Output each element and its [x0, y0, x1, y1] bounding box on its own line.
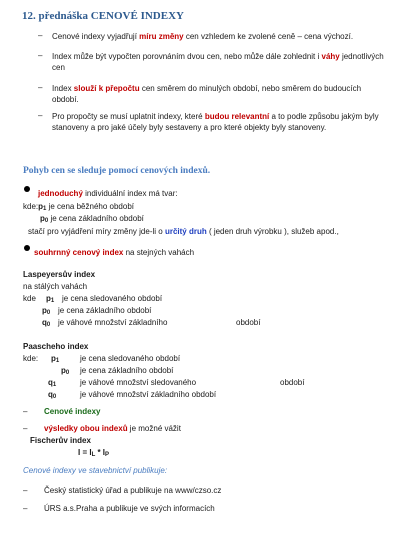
- laspeyres-title: Laspeyersův index: [23, 270, 96, 279]
- text: cen směrem do minulých období, nebo směrem do budoucích období.: [52, 84, 362, 104]
- formula-part: * I: [95, 448, 106, 457]
- subscript: 0: [46, 322, 51, 328]
- subscript: 1: [55, 358, 60, 364]
- highlight: souhrnný cenový index: [34, 248, 124, 257]
- dash-marker: –: [38, 111, 43, 120]
- subscript: 1: [50, 298, 55, 304]
- text: je cena běžného období: [46, 202, 134, 211]
- symbol: p: [38, 202, 44, 211]
- symbol: q: [42, 318, 47, 327]
- paasche-title: Paascheho index: [23, 342, 89, 351]
- text: Index může být vypočten porovnáním dvou cen, nebo může dále zohlednit i: [52, 52, 322, 61]
- paasche-row: [48, 378, 56, 388]
- laspeyres-row: [42, 306, 50, 316]
- text: Index: [52, 84, 74, 93]
- paasche-row: [61, 366, 69, 376]
- paasche-row-text: je cena sledovaného období: [80, 354, 181, 363]
- text: Pro propočty se musí uplatnit indexy, které: [52, 112, 205, 121]
- simple-p0-line: [40, 214, 144, 224]
- dash-marker: –: [38, 31, 43, 40]
- subscript: 0: [52, 394, 57, 400]
- vysledky-line: [44, 424, 181, 433]
- subscript: 1: [43, 206, 47, 212]
- symbol: q: [48, 390, 53, 399]
- paasche-row: [51, 354, 59, 364]
- text: jednotlivých cen: [52, 52, 384, 72]
- dash-marker: –: [23, 486, 28, 495]
- simple-p1-line: [23, 202, 134, 212]
- intro-item-2: [52, 51, 388, 73]
- dash-marker: –: [23, 424, 28, 433]
- highlight: váhy: [321, 52, 340, 61]
- publisher-item: ÚRS a.s.Praha a publikuje ve svých informacích: [44, 504, 215, 513]
- symbol: p: [40, 214, 45, 223]
- highlight: jednoduchý: [38, 189, 83, 198]
- simple-note: [28, 227, 339, 236]
- label: kde:: [23, 202, 39, 211]
- laspeyres-row-text: je váhové množství základního: [58, 318, 168, 327]
- page-title: 12. přednáška CENOVÉ INDEXY: [22, 10, 184, 22]
- subscript: L: [91, 452, 96, 458]
- composite-index-line: [34, 248, 194, 257]
- text: je možné vážit: [127, 424, 181, 433]
- paasche-row-text: je váhové množství základního období: [80, 390, 217, 399]
- subscript: P: [105, 452, 110, 458]
- text: a to podle způsobu jakým byly stanoveny a pro jaké účely byly sestaveny a pro které objekty byly stanoveny.: [52, 112, 379, 132]
- dash-marker: –: [23, 504, 28, 513]
- text: Cenové indexy vyjadřují: [52, 32, 140, 41]
- section-subheading: Pohyb cen se sleduje pomocí cenových indexů.: [23, 166, 211, 176]
- highlight: výsledky obou indexů: [44, 424, 128, 433]
- publisher-item: Český statistický úřad a publikuje na www/czso.cz: [44, 486, 222, 495]
- paasche-row-extra: období: [280, 378, 305, 387]
- dash-marker: –: [38, 51, 43, 60]
- paasche-kde: kde:: [23, 354, 39, 363]
- laspeyres-row: [46, 294, 54, 304]
- fischer-formula: [78, 448, 109, 458]
- text: na stejných vahách: [123, 248, 195, 257]
- text: je cena základního období: [48, 214, 144, 223]
- text: cen vzhledem ke zvolené ceně – cena výchozí.: [183, 32, 354, 41]
- paasche-row-text: je cena základního období: [80, 366, 174, 375]
- text: individuální index má tvar:: [82, 189, 178, 198]
- symbol: p: [51, 354, 56, 363]
- laspeyres-subtitle: na stálých vahách: [23, 282, 88, 291]
- laspeyres-row-text: je cena sledovaného období: [62, 294, 163, 303]
- cenove-indexy-label: Cenové indexy: [44, 407, 101, 416]
- fischer-title: Fischerův index: [30, 436, 91, 445]
- highlight: budou relevantní: [204, 112, 270, 121]
- subscript: 1: [52, 382, 57, 388]
- dash-marker: –: [38, 83, 43, 92]
- dash-marker: –: [23, 407, 28, 416]
- laspeyres-row: [42, 318, 50, 328]
- publication-heading: Cenové indexy ve stavebnictví publikuje:: [23, 466, 168, 475]
- highlight: určitý druh: [164, 227, 207, 236]
- symbol: p: [42, 306, 47, 315]
- formula-part: I = I: [78, 448, 92, 457]
- laspeyres-kde: kde: [23, 294, 36, 303]
- paasche-row-text: je váhové množství sledovaného: [80, 378, 197, 387]
- laspeyres-row-extra: období: [236, 318, 261, 327]
- intro-item-4: [52, 111, 388, 133]
- simple-index-line: [38, 189, 178, 198]
- intro-item-3: [52, 83, 388, 105]
- symbol: p: [46, 294, 51, 303]
- bullet-icon: [24, 245, 30, 251]
- laspeyres-row-text: je cena základního období: [58, 306, 152, 315]
- paasche-row: [48, 390, 56, 400]
- text: ( jeden druh výrobku ), služeb apod.,: [206, 227, 339, 236]
- highlight: slouží k přepočtu: [73, 84, 140, 93]
- subscript: 0: [46, 310, 51, 316]
- bullet-icon: [24, 186, 30, 192]
- intro-item-1: [52, 31, 388, 42]
- text: stačí pro vyjádření míry změny jde-li o: [28, 227, 165, 236]
- symbol: p: [61, 366, 66, 375]
- subscript: 0: [65, 370, 70, 376]
- symbol: q: [48, 378, 53, 387]
- highlight: míru změny: [139, 32, 184, 41]
- subscript: 0: [44, 218, 49, 224]
